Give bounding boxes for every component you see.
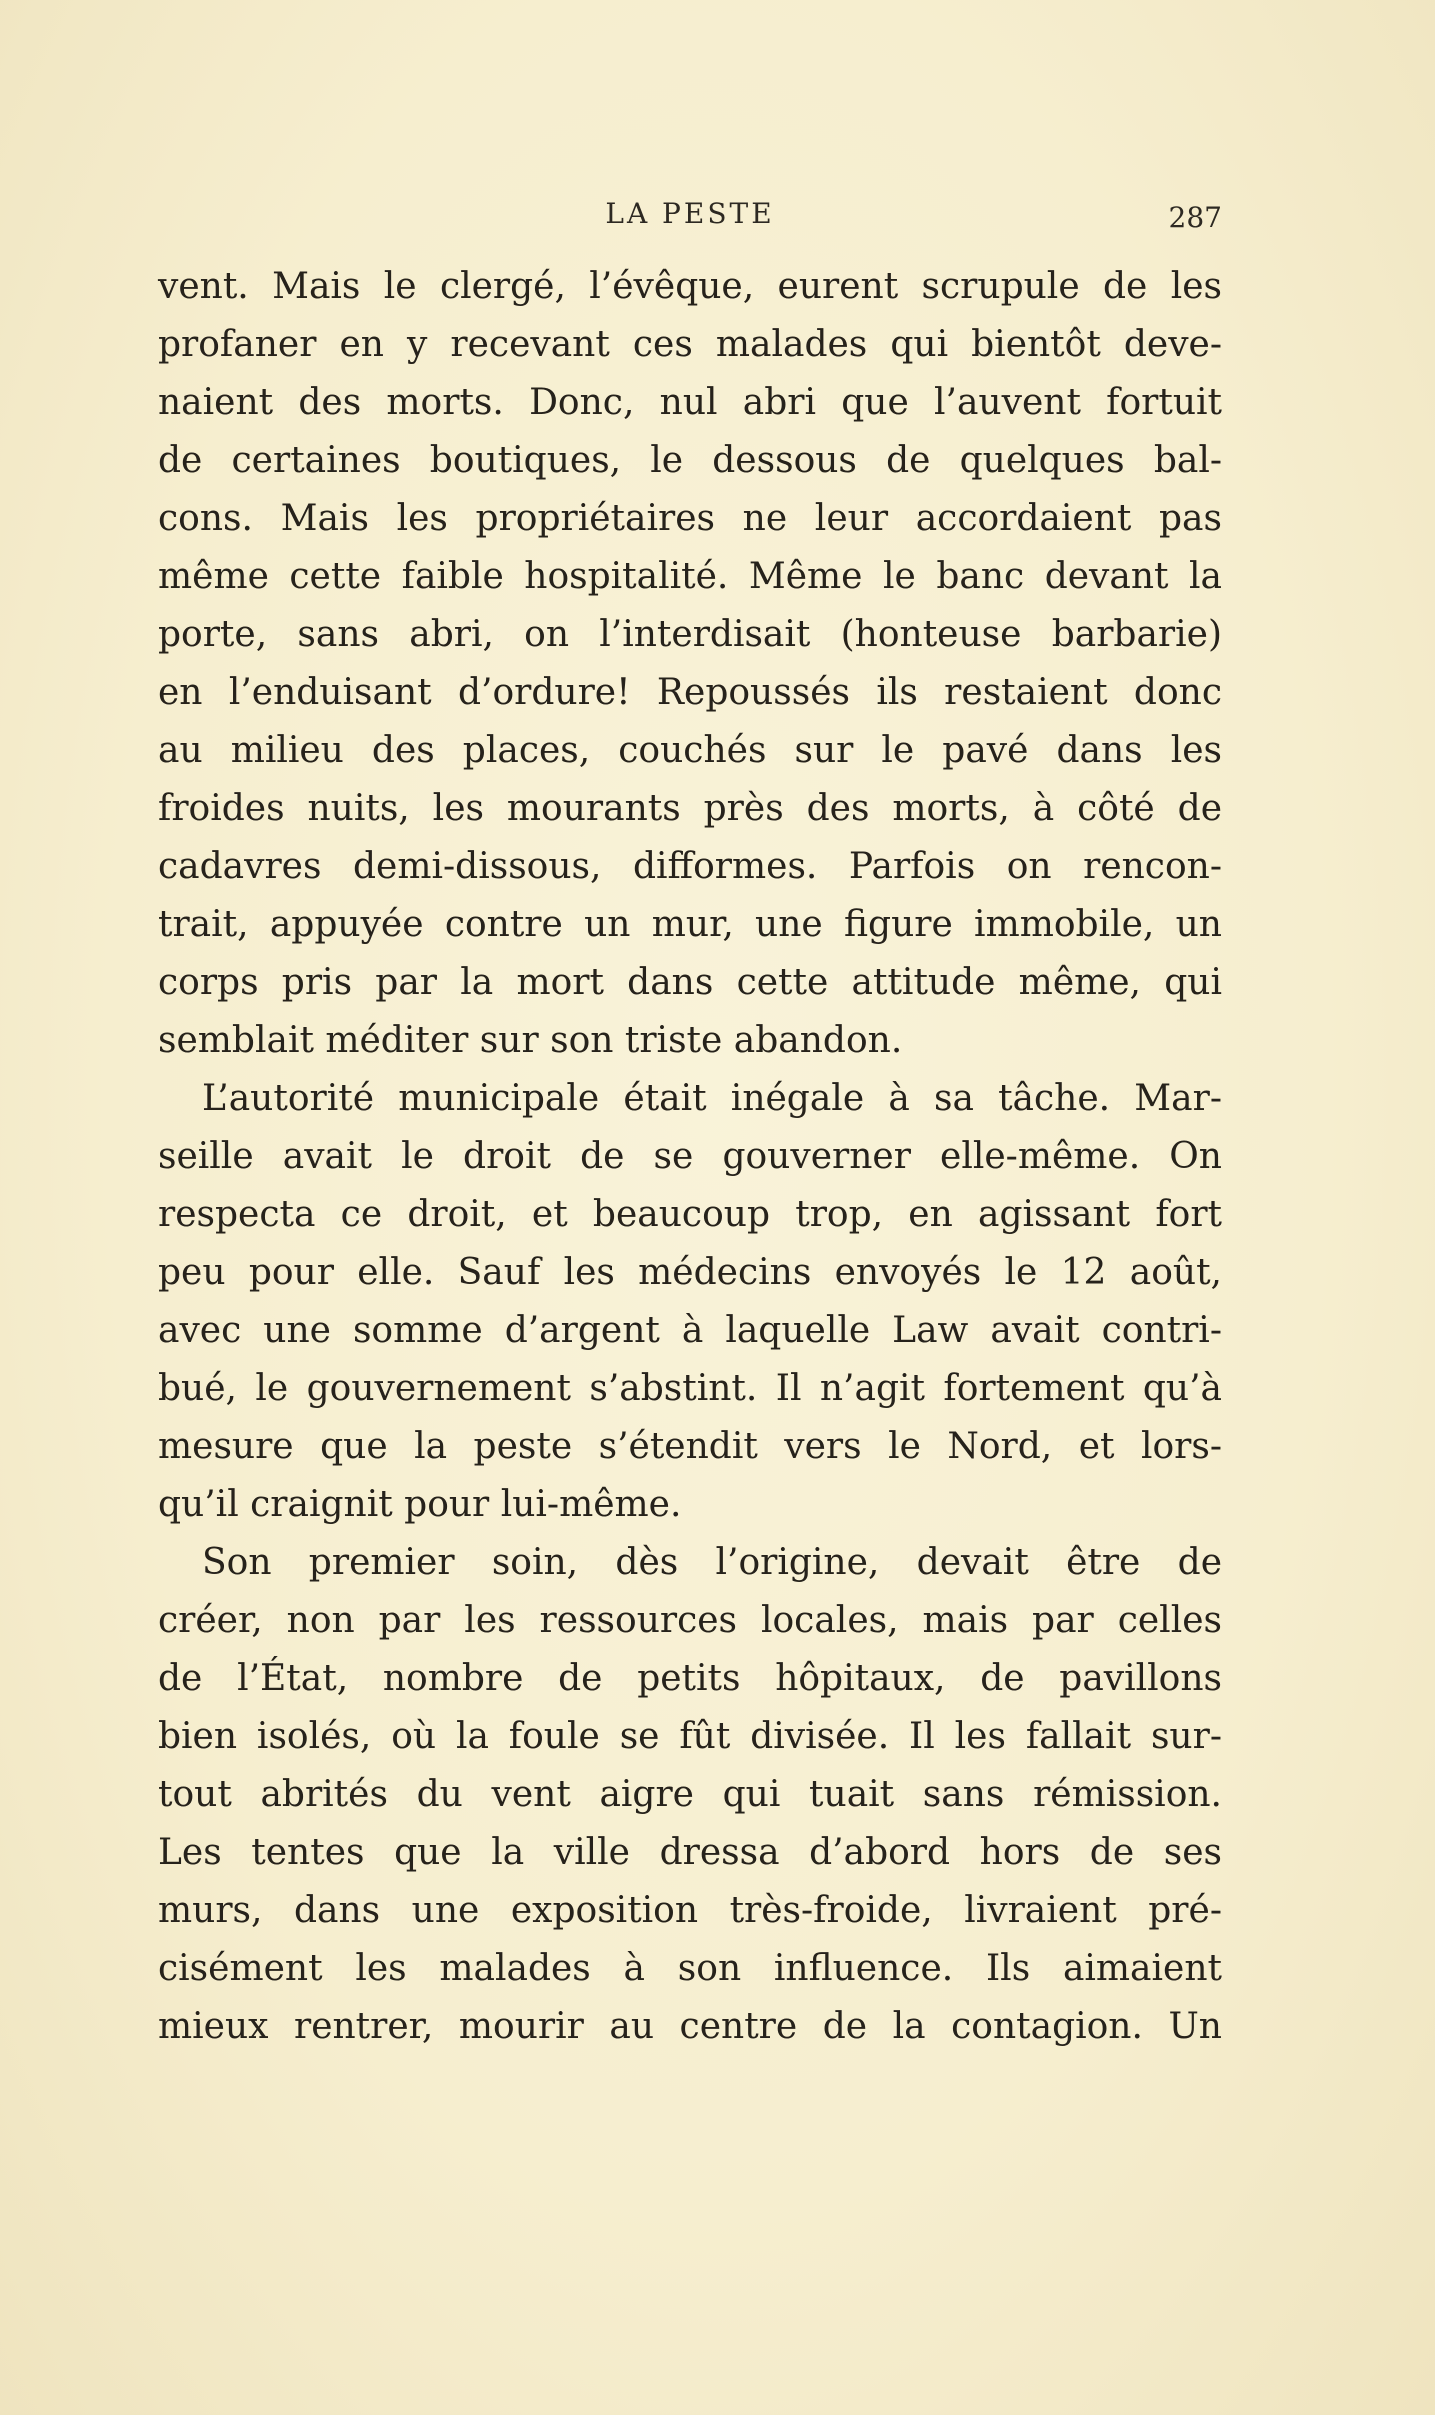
text-line: Les tentes que la ville dressa d’abord hors de ses — [158, 1832, 1222, 1873]
text-line: froides nuits, les mourants près des morts, à côté de — [158, 788, 1222, 829]
text-line: cisément les malades à son influence. Ils aimaient — [158, 1948, 1222, 1989]
text-line: murs, dans une exposition très-froide, livraient pré- — [158, 1890, 1222, 1931]
running-head — [158, 197, 1222, 237]
text-line: qu’il craignit pour lui-même. — [158, 1484, 682, 1525]
text-line: bué, le gouvernement s’abstint. Il n’agit fortement qu’à — [158, 1368, 1222, 1409]
page-number: 287 — [1168, 201, 1222, 234]
text-line: corps pris par la mort dans cette attitude même, qui — [158, 962, 1222, 1003]
text-line: semblait méditer sur son triste abandon. — [158, 1020, 903, 1061]
paragraph-first-line: Son premier soin, dès l’origine, devait être de — [202, 1542, 1222, 1583]
text-line: mieux rentrer, mourir au centre de la contagion. Un — [158, 2006, 1222, 2047]
text-line: de l’État, nombre de petits hôpitaux, de pavillons — [158, 1658, 1222, 1699]
text-line: tout abrités du vent aigre qui tuait sans rémission. — [158, 1774, 1222, 1815]
text-line: créer, non par les ressources locales, mais par celles — [158, 1600, 1222, 1641]
text-line: de certaines boutiques, le dessous de quelques bal- — [158, 440, 1222, 481]
body-text — [158, 258, 1222, 2056]
text-line: cadavres demi-dissous, difformes. Parfois on rencon- — [158, 846, 1222, 887]
text-line: respecta ce droit, et beaucoup trop, en agissant fort — [158, 1194, 1222, 1235]
text-line: cons. Mais les propriétaires ne leur accordaient pas — [158, 498, 1222, 539]
text-line: seille avait le droit de se gouverner elle-même. On — [158, 1136, 1222, 1177]
text-line: avec une somme d’argent à laquelle Law avait contri- — [158, 1310, 1222, 1351]
text-line: même cette faible hospitalité. Même le banc devant la — [158, 556, 1222, 597]
text-line: bien isolés, où la foule se fût divisée. Il les fallait sur- — [158, 1716, 1222, 1757]
text-line: en l’enduisant d’ordure! Repoussés ils restaient donc — [158, 672, 1222, 713]
text-line: profaner en y recevant ces malades qui bientôt deve- — [158, 324, 1222, 365]
text-line: vent. Mais le clergé, l’évêque, eurent scrupule de les — [158, 266, 1222, 307]
text-line: au milieu des places, couchés sur le pavé dans les — [158, 730, 1222, 771]
text-line: porte, sans abri, on l’interdisait (honteuse barbarie) — [158, 614, 1222, 655]
text-line: mesure que la peste s’étendit vers le Nord, et lors- — [158, 1426, 1222, 1467]
text-line: naient des morts. Donc, nul abri que l’auvent fortuit — [158, 382, 1222, 423]
running-title: LA PESTE — [605, 197, 775, 230]
paragraph-first-line: L’autorité municipale était inégale à sa tâche. Mar- — [202, 1078, 1222, 1119]
text-line: peu pour elle. Sauf les médecins envoyés le 12 août, — [158, 1252, 1222, 1293]
text-line: trait, appuyée contre un mur, une figure immobile, un — [158, 904, 1222, 945]
